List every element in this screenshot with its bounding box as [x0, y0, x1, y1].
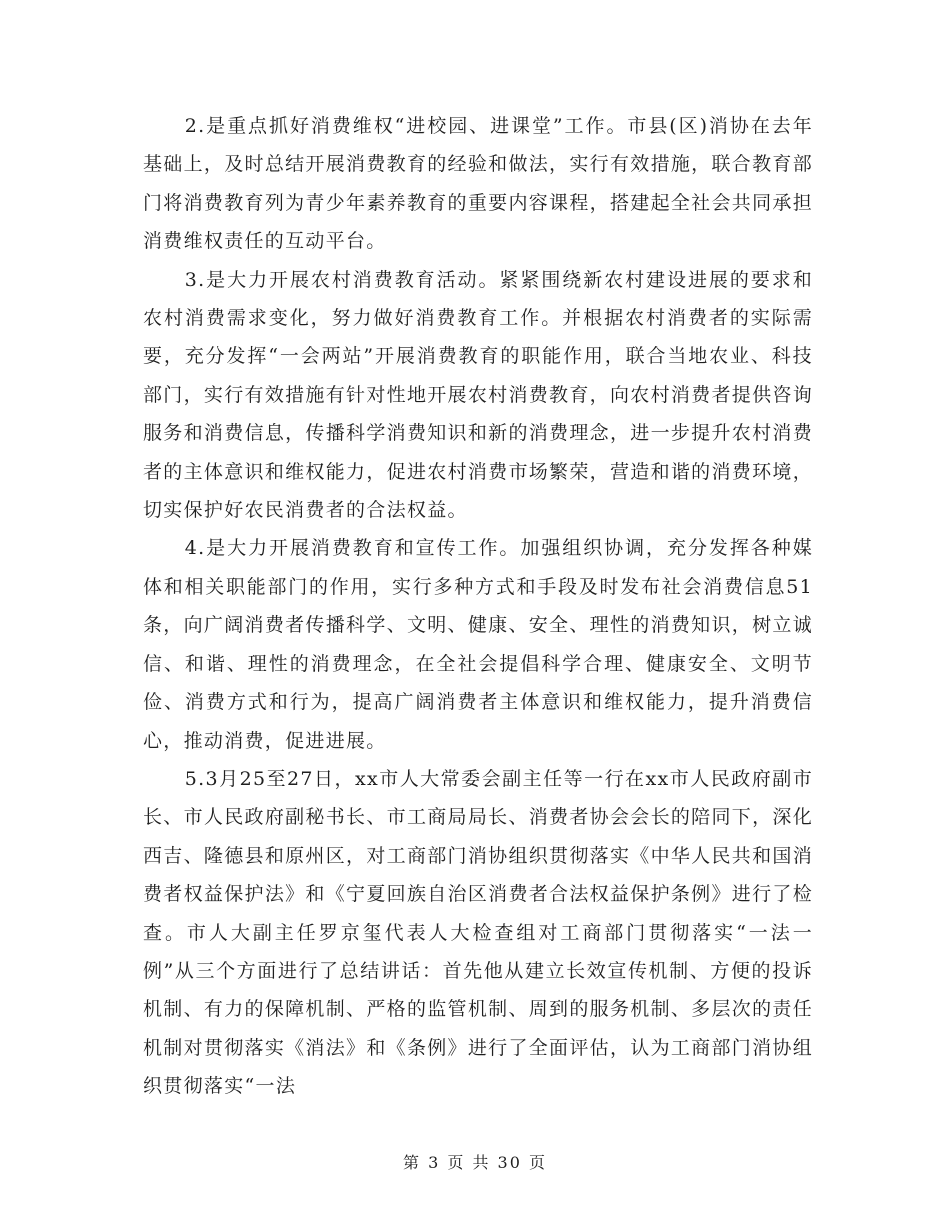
document-body [143, 107, 813, 1106]
page-number-footer: 第 3 页 共 30 页 [403, 1153, 547, 1172]
paragraph-item-4: 4.是大力开展消费教育和宣传工作。加强组织协调，充分发挥各种媒体和相关职能部门的作用，实行多种方式和手段及时发布社会消费信息51条，向广阔消费者传播科学、文明、健康、安全、理性的消费知识，树立诚信、和谐、理性的消费理念，在全社会提倡科学合理、健康安全、文明节俭、消费方式和行为，提高广阔消费者主体意识和维权能力，提升消费信心，推动消费，促进进展。 [143, 537, 813, 752]
paragraph-item-2: 2.是重点抓好消费维权“进校园、进课堂”工作。市县(区)消协在去年基础上，及时总结开展消费教育的经验和做法，实行有效措施，联合教育部门将消费教育列为青少年素养教育的重要内容课程，搭建起全社会共同承担消费维权责任的互动平台。 [143, 115, 813, 253]
paragraph-item-3: 3.是大力开展农村消费教育活动。紧紧围绕新农村建设进展的要求和农村消费需求变化，努力做好消费教育工作。并根据农村消费者的实际需要，充分发挥“一会两站”开展消费教育的职能作用，联合当地农业、科技部门，实行有效措施有针对性地开展农村消费教育，向农村消费者提供咨询服务和消费信息，传播科学消费知识和新的消费理念，进一步提升农村消费者的主体意识和维权能力，促进农村消费市场繁荣，营造和谐的消费环境，切实保护好农民消费者的合法权益。 [143, 268, 813, 522]
paragraph-item-5: 5.3月25至27日，xx市人大常委会副主任等一行在xx市人民政府副市长、市人民政府副秘书长、市工商局局长、消费者协会会长的陪同下，深化西吉、隆德县和原州区，对工商部门消协组织贯彻落实《中华人民共和国消费者权益保护法》和《宁夏回族自治区消费者合法权益保护条例》进行了检查。市人大副主任罗京玺代表人大检查组对工商部门贯彻落实“一法一例”从三个方面进行了总结讲话：首先他从建立长效宣传机制、方便的投诉机制、有力的保障机制、严格的监管机制、周到的服务机制、多层次的责任机制对贯彻落实《消法》和《条例》进行了全面评估，认为工商部门消协组织贯彻落实“一法 [143, 767, 813, 1098]
